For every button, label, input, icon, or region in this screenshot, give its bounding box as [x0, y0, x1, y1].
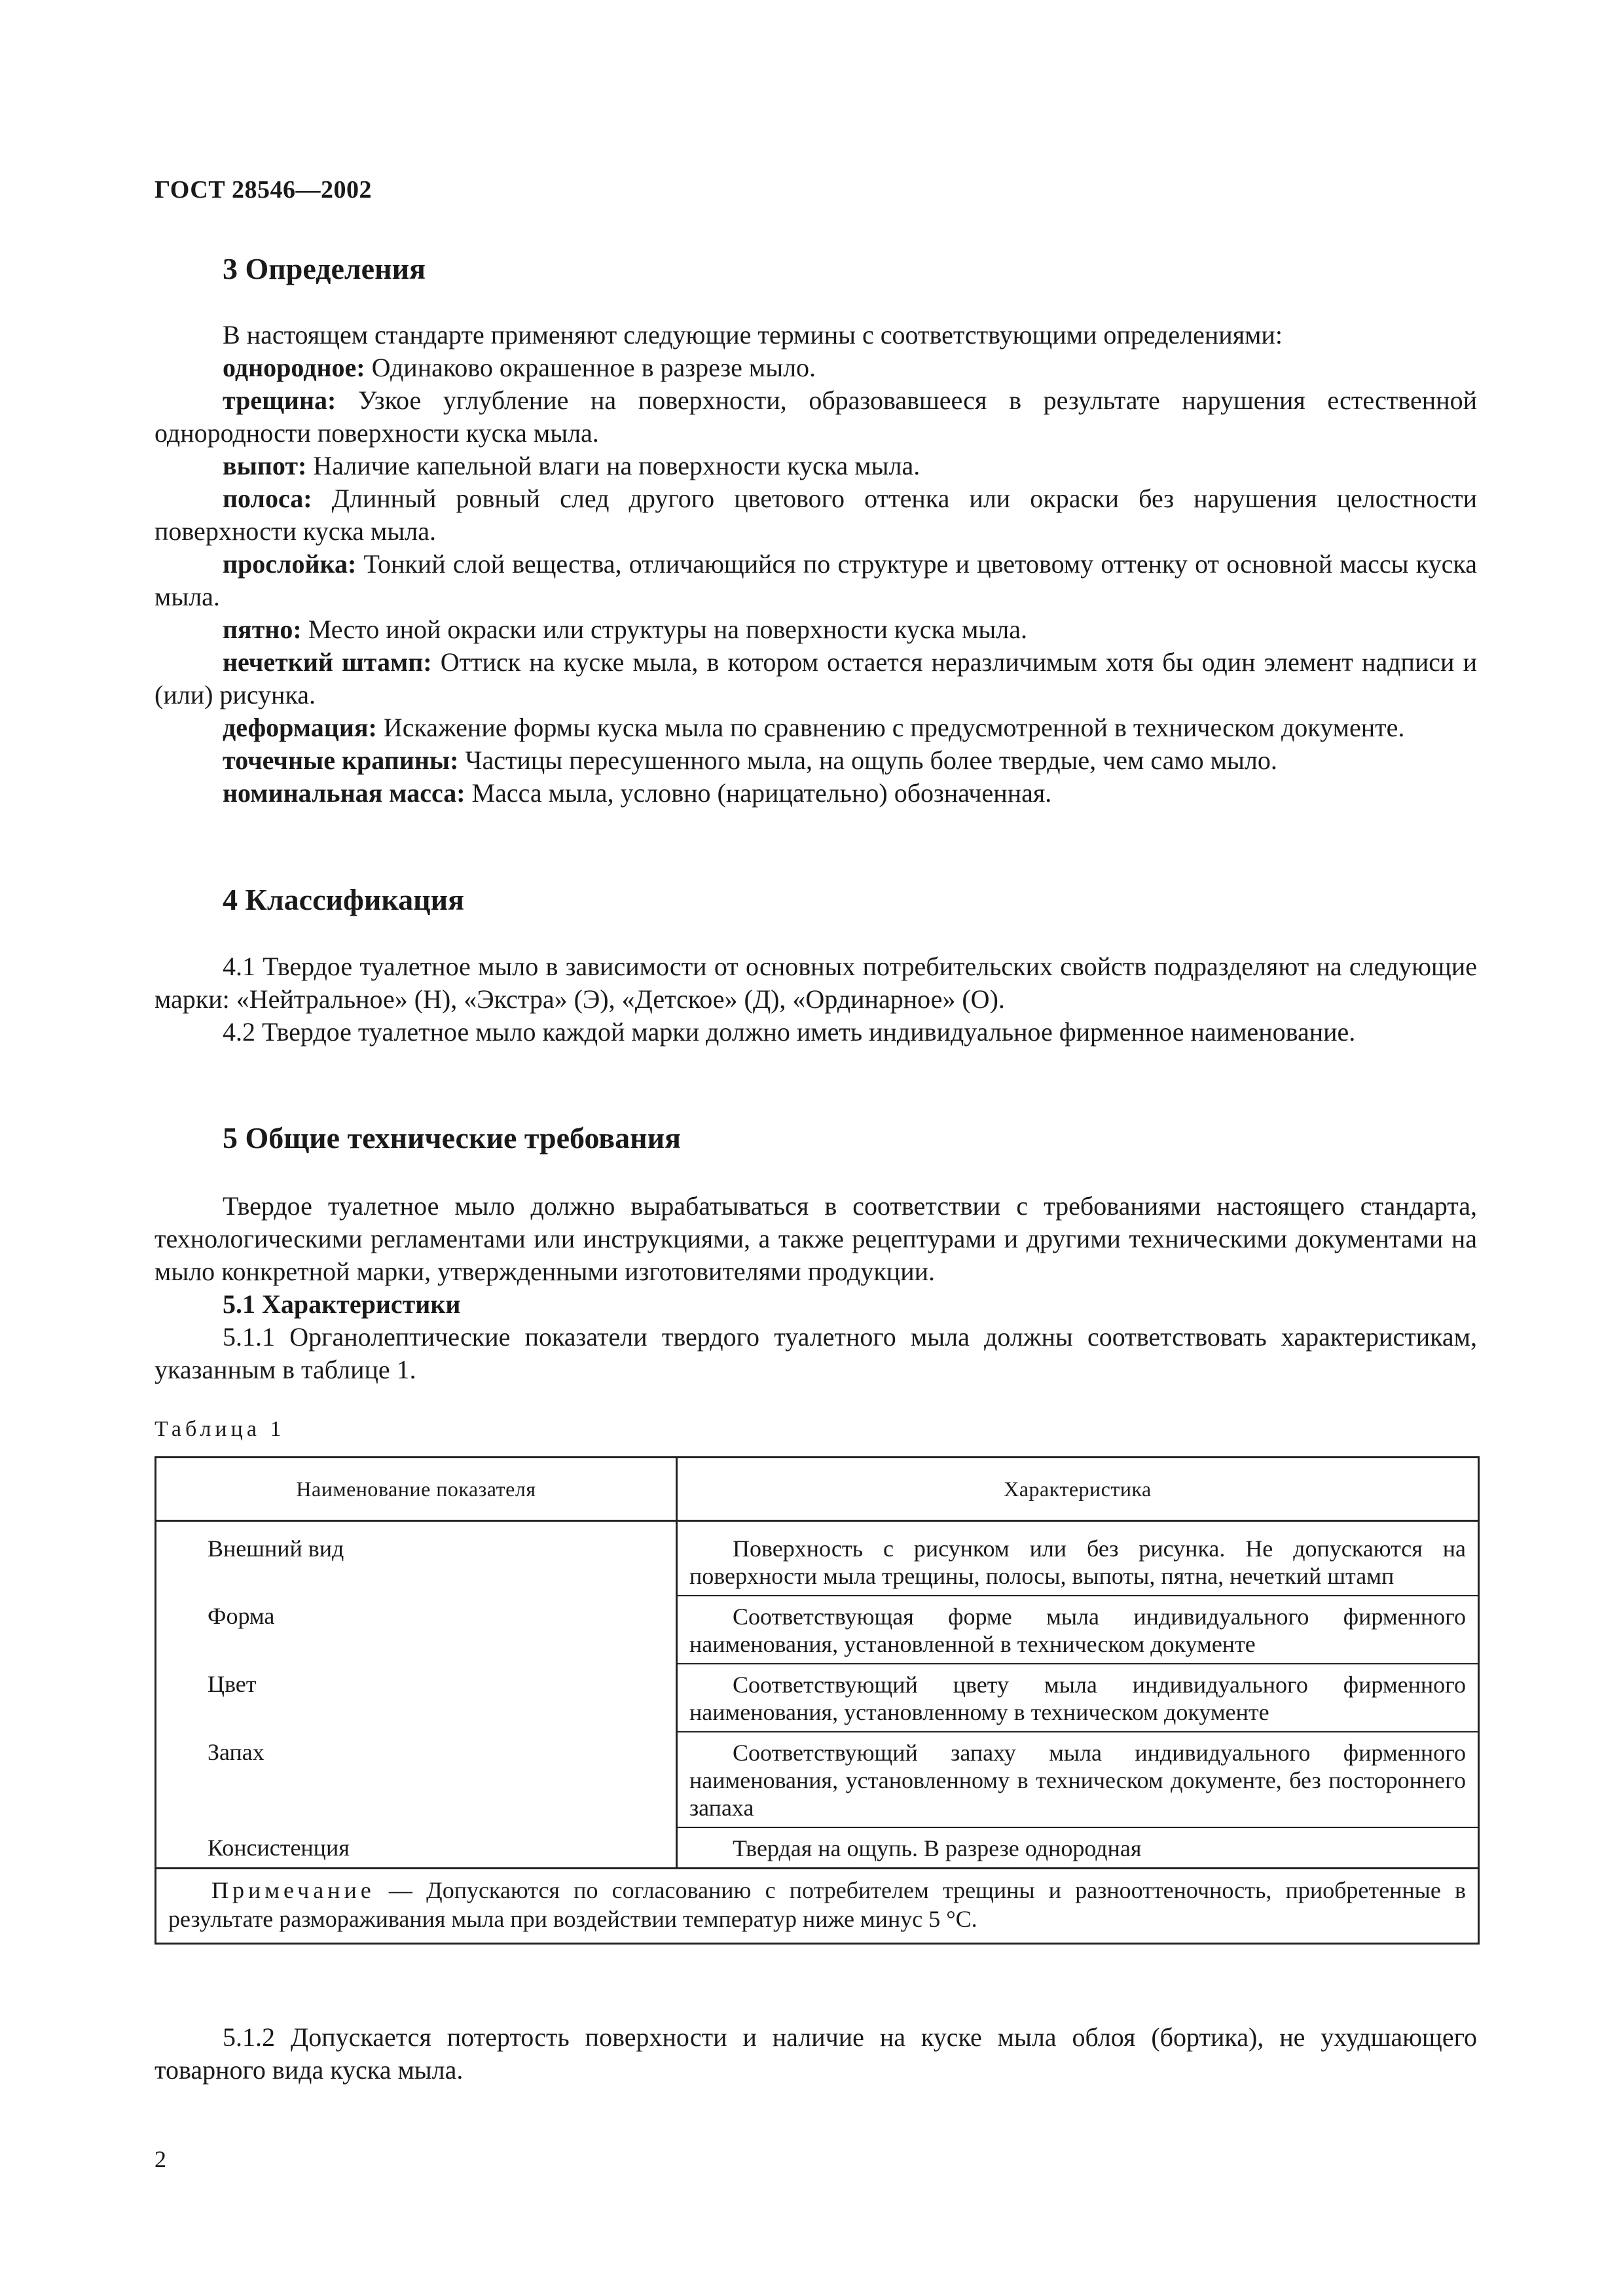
indicator-name: Консистенция [156, 1827, 677, 1869]
definition-item: трещина: Узкое углубление на поверхности, образовавшееся в результате нарушения естественной однородности поверхности куска мыла. [155, 386, 1477, 448]
table-caption: Таблица 1 [155, 1417, 285, 1441]
table-row [156, 1521, 1479, 1596]
indicator-name: Форма [156, 1596, 677, 1664]
indicator-value: Соответствующий запаху мыла индивидуального фирменного наименования, установленному в техническом документе, без постороннего запаха [676, 1732, 1478, 1827]
table-header-cell: Характеристика [676, 1458, 1478, 1521]
paragraph-4-1: 4.1 Твердое туалетное мыло в зависимости от основных потребительских свойств подразделяют на следующие марки: «Нейтральное» (Н), «Экстра» (Э), «Детское» (Д), «Ординарное» (О). [155, 952, 1477, 1014]
indicator-value: Поверхность с рисунком или без рисунка. Не допускаются на поверхности мыла трещины, полосы, выпоты, пятна, нечеткий штамп [676, 1521, 1478, 1596]
indicator-value: Соответствующий цвету мыла индивидуального фирменного наименования, установленному в техническом документе [676, 1664, 1478, 1732]
table-header-row [156, 1458, 1479, 1521]
table-row [156, 1596, 1479, 1664]
definition-term: номинальная масса: [223, 778, 465, 808]
paragraph-5-1-2: 5.1.2 Допускается потертость поверхности и наличие на куске мыла облоя (бортика), не ухудшающего товарного вида куска мыла. [155, 2022, 1477, 2085]
page-number: 2 [155, 2146, 166, 2172]
section-3-body [155, 319, 1477, 810]
section-5-intro: Твердое туалетное мыло должно вырабатываться в соответствии с требованиями настоящего стандарта, технологическими регламентами или инструкциями, а также рецептурами и другими техническими документами на мыло конкретной марки, утвержденными изготовителями продукции. [155, 1191, 1477, 1286]
section-5-title: 5 Общие технические требования [223, 1121, 682, 1155]
definition-term: однородное: [223, 353, 365, 382]
table-row [156, 1664, 1479, 1732]
definition-item: точечные крапины: Частицы пересушенного мыла, на ощупь более твердые, чем само мыло. [223, 745, 1277, 775]
section-4-body [155, 950, 1477, 1049]
definition-item: номинальная масса: Масса мыла, условно (нарицательно) обозначенная. [223, 778, 1052, 808]
paragraph-5-1-1: 5.1.1 Органолептические показатели твердого туалетного мыла должны соответствовать характеристикам, указанным в таблице 1. [155, 1322, 1477, 1384]
indicator-value: Твердая на ощупь. В разрезе однородная [676, 1827, 1478, 1869]
section-4-title: 4 Классификация [223, 883, 465, 916]
definition-item: однородное: Одинаково окрашенное в разрезе мыло. [223, 353, 816, 382]
section-3-title: 3 Определения [223, 252, 426, 285]
table-note-row [156, 1869, 1479, 1944]
definition-item: прослойка: Тонкий слой вещества, отличающийся по структуре и цветовому оттенку от основной массы куска мыла. [155, 549, 1477, 611]
definition-term: полоса: [223, 484, 312, 513]
indicator-name: Внешний вид [156, 1521, 677, 1596]
note-label: Примечание [211, 1877, 375, 1903]
definition-term: точечные крапины: [223, 745, 459, 775]
table-row [156, 1827, 1479, 1869]
table-note: Примечание — Допускаются по согласованию с потребителем трещины и разнооттеночность, приобретенные в результате размораживания мыла при воздействии температур ниже минус 5 °С. [156, 1869, 1479, 1944]
definition-term: пятно: [223, 615, 302, 644]
definition-term: деформация: [223, 713, 377, 742]
table-1 [155, 1456, 1480, 1945]
definition-item: деформация: Искажение формы куска мыла по сравнению с предусмотренной в техническом документе. [223, 713, 1405, 742]
indicator-value: Соответствующая форме мыла индивидуального фирменного наименования, установленной в техническом документе [676, 1596, 1478, 1664]
paragraph-4-2: 4.2 Твердое туалетное мыло каждой марки должно иметь индивидуальное фирменное наименование. [223, 1017, 1356, 1047]
document-header: ГОСТ 28546—2002 [155, 176, 373, 204]
section-3-intro: В настоящем стандарте применяют следующие термины с соответствующими определениями: [223, 320, 1283, 350]
definition-item: пятно: Место иной окраски или структуры на поверхности куска мыла. [223, 615, 1028, 644]
section-5-body [155, 1190, 1477, 1386]
indicator-name: Цвет [156, 1664, 677, 1732]
table-header-cell: Наименование показателя [156, 1458, 677, 1521]
definition-term: трещина: [223, 386, 337, 415]
definition-item: нечеткий штамп: Оттиск на куске мыла, в котором остается неразличимым хотя бы один элемент надписи и (или) рисунка. [155, 647, 1477, 709]
definition-item: полоса: Длинный ровный след другого цветового оттенка или окраски без нарушения целостности поверхности куска мыла. [155, 484, 1477, 546]
definition-term: выпот: [223, 451, 307, 480]
definition-term: прослойка: [223, 549, 357, 579]
table-row [156, 1732, 1479, 1827]
indicator-name: Запах [156, 1732, 677, 1827]
definition-item: выпот: Наличие капельной влаги на поверхности куска мыла. [223, 451, 921, 480]
subsection-5-1-title: 5.1 Характеристики [223, 1289, 461, 1319]
definition-term: нечеткий штамп: [223, 647, 432, 677]
